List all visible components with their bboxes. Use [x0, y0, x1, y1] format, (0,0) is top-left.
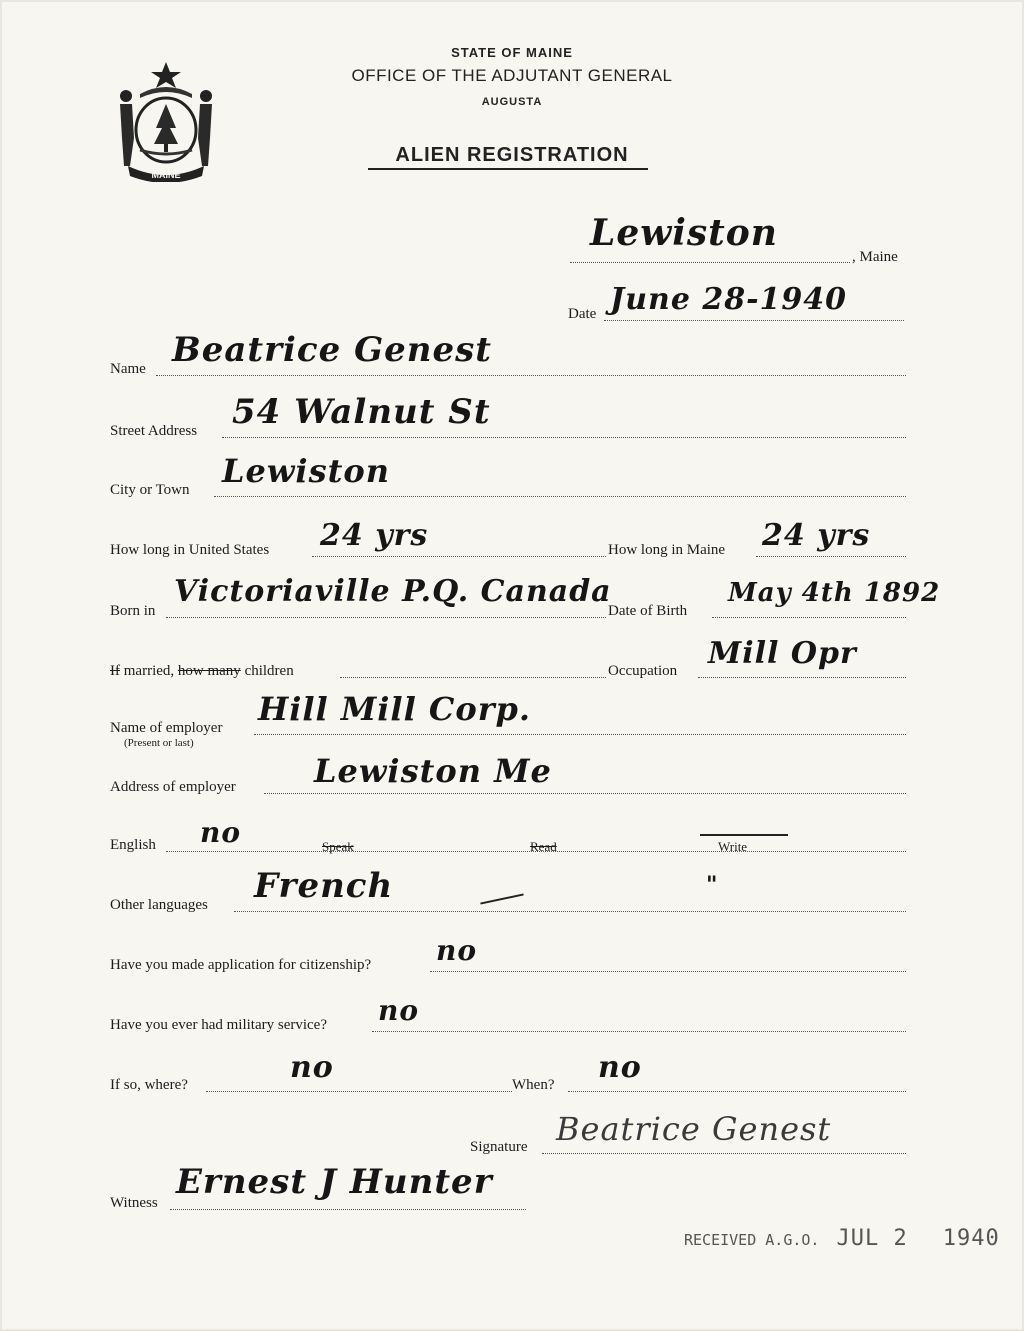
citizenship-line [430, 971, 906, 972]
header-office: OFFICE OF THE ADJUTANT GENERAL [351, 66, 673, 85]
dob-line [712, 617, 906, 618]
born-entry: Victoriaville P.Q. Canada [174, 574, 612, 609]
how-long-me-label: How long in Maine [608, 542, 726, 558]
where-line [206, 1091, 512, 1092]
write-label: Write [718, 839, 748, 854]
name-label: Name [110, 361, 146, 377]
occupation-label: Occupation [608, 663, 678, 679]
employer-label: Name of employer [110, 720, 223, 736]
married-label [110, 662, 294, 680]
how-long-us-entry: 24 yrs [320, 518, 429, 553]
street-entry: 54 Walnut St [232, 392, 491, 432]
english-entry: no [200, 816, 242, 849]
employer-address-line [264, 793, 906, 794]
how-long-us-label: How long in United States [110, 542, 270, 558]
married-mid: married, [120, 663, 178, 679]
date-entry: June 28-1940 [610, 282, 848, 317]
english-label: English [110, 837, 156, 853]
header-state: STATE OF MAINE [451, 45, 573, 60]
street-line [222, 437, 906, 438]
employer-line [254, 734, 906, 735]
signature-line [542, 1153, 906, 1154]
stamp-year: 1940 [942, 1226, 1000, 1251]
town-line [570, 262, 850, 263]
received-stamp [684, 1226, 1000, 1251]
married-if: If [110, 663, 120, 679]
citizenship-entry: no [436, 934, 478, 967]
title-underline [368, 168, 648, 170]
city-label: City or Town [110, 482, 190, 498]
other-languages-label: Other languages [110, 897, 208, 913]
seal-text: MAINE [151, 170, 181, 180]
married-line [340, 677, 606, 678]
maine-label: , Maine [852, 249, 898, 265]
stamp-month-day: JUL 2 [836, 1226, 908, 1251]
read-label: Read [530, 839, 557, 854]
city-entry: Lewiston [222, 452, 390, 490]
citizenship-label: Have you made application for citizenship? [110, 957, 372, 973]
married-children: children [240, 663, 294, 679]
when-line [568, 1091, 906, 1092]
employer-address-label: Address of employer [110, 779, 236, 795]
city-line [214, 496, 906, 497]
military-line [372, 1031, 906, 1032]
employer-address-entry: Lewiston Me [314, 752, 552, 790]
dob-label: Date of Birth [608, 603, 688, 619]
born-label: Born in [110, 603, 156, 619]
name-entry: Beatrice Genest [172, 330, 492, 370]
state-seal-icon [110, 58, 222, 182]
military-label: Have you ever had military service? [110, 1017, 327, 1033]
page-title: ALIEN REGISTRATION [395, 144, 629, 166]
witness-label: Witness [110, 1195, 158, 1211]
when-label: When? [512, 1077, 555, 1093]
signature-entry: Beatrice Genest [556, 1110, 832, 1148]
signature-label: Signature [470, 1139, 528, 1155]
occupation-entry: Mill Opr [708, 636, 857, 671]
other-languages-entry: French [254, 866, 394, 906]
stamp-received: RECEIVED A.G.O. [684, 1231, 820, 1249]
how-long-us-line [312, 556, 606, 557]
other-languages-ditto: " [706, 872, 719, 898]
how-long-me-line [756, 556, 906, 557]
speak-label: Speak [322, 839, 354, 854]
other-languages-line [234, 911, 906, 912]
date-line [604, 320, 904, 321]
name-line [156, 375, 906, 376]
employer-sublabel: (Present or last) [124, 737, 194, 749]
military-entry: no [378, 994, 420, 1027]
other-languages-dash [480, 893, 523, 904]
dob-entry: May 4th 1892 [728, 578, 941, 608]
write-strike [700, 834, 788, 836]
how-long-me-entry: 24 yrs [762, 518, 871, 553]
married-how: how many [177, 663, 241, 679]
when-entry: no [598, 1050, 642, 1085]
where-entry: no [290, 1050, 334, 1085]
witness-line [170, 1209, 526, 1210]
witness-entry: Ernest J Hunter [176, 1162, 493, 1202]
occupation-line [698, 677, 906, 678]
employer-entry: Hill Mill Corp. [258, 690, 532, 728]
street-label: Street Address [110, 423, 198, 439]
date-label: Date [568, 306, 597, 322]
town-entry: Lewiston [590, 212, 778, 254]
header-city: AUGUSTA [481, 96, 543, 108]
where-label: If so, where? [110, 1077, 188, 1093]
born-line [166, 617, 606, 618]
